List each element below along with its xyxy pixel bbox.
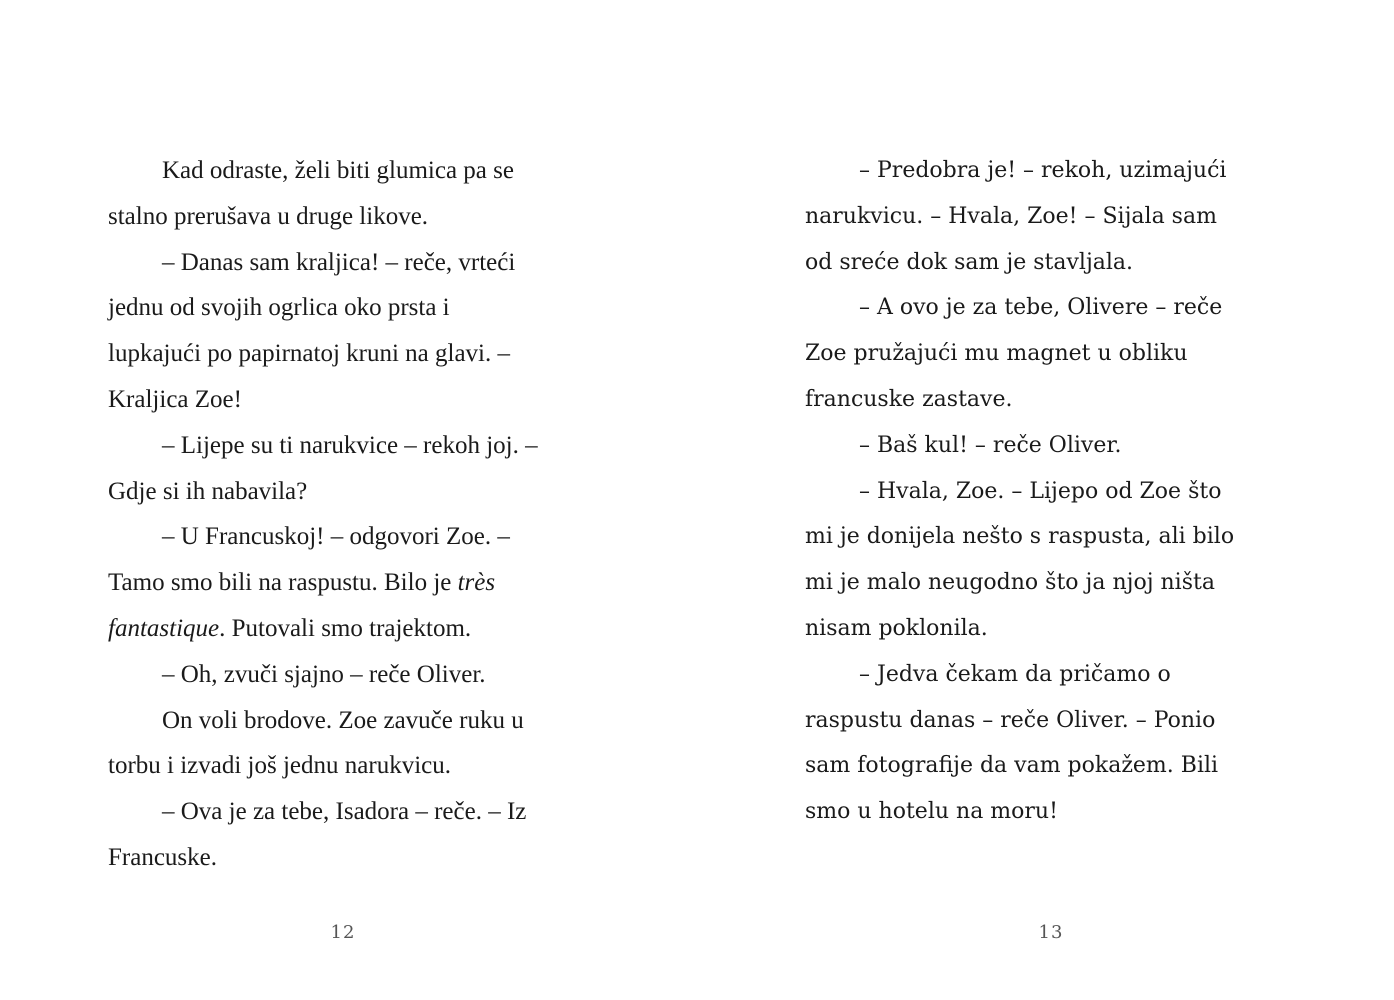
italic-phrase: très [457, 569, 496, 597]
text-line: nisam poklonila. [805, 615, 988, 641]
text-line: – Jedva čekam da pričamo o [859, 661, 1171, 687]
text-line [108, 560, 598, 606]
text-line: Kraljica Zoe! [108, 385, 242, 413]
text-line: On voli brodove. Zoe zavuče ruku u [162, 706, 524, 734]
text-line [108, 606, 598, 652]
text-line: Francuske. [108, 843, 217, 871]
text-line: raspustu danas – reče Oliver. – Ponio [805, 707, 1216, 733]
text-segment: . Putovali smo trajektom. [219, 614, 472, 642]
text-line: Kad odraste, želi biti glumica pa se [162, 157, 514, 184]
text-line: od sreće dok sam je stavljala. [805, 249, 1134, 275]
text-line: jednu od svojih ogrlica oko prsta i [108, 294, 450, 322]
text-line: – Baš kul! – reče Oliver. [859, 432, 1122, 458]
page-number-right: 13 [1038, 922, 1064, 943]
left-page-text [108, 148, 598, 881]
text-line: – Danas sam kraljica! – reče, vrteći [162, 248, 516, 276]
text-line: – U Francuskoj! – odgovori Zoe. – [162, 523, 510, 551]
text-line: Zoe pružajući mu magnet u obliku [805, 341, 1188, 367]
text-line: mi je donijela nešto s raspusta, ali bilo [805, 524, 1235, 550]
text-line: – Ova je za tebe, Isadora – reče. – Iz [162, 798, 527, 826]
text-line: – Oh, zvuči sjajno – reče Oliver. [162, 660, 486, 688]
text-line: francuske zastave. [805, 386, 1013, 412]
text-line: – Predobra je! – rekoh, uzimajući [859, 158, 1227, 183]
text-line: Gdje si ih nabavila? [108, 477, 308, 505]
text-line: stalno prerušava u druge likove. [108, 202, 429, 230]
text-line: – Hvala, Zoe. – Lijepo od Zoe što [859, 478, 1222, 504]
text-line: torbu i izvadi još jednu narukvicu. [108, 752, 451, 780]
text-line: – A ovo je za tebe, Olivere – reče [859, 295, 1223, 321]
italic-phrase: fantastique [108, 614, 220, 642]
page-number-left: 12 [330, 922, 356, 943]
text-line: lupkajući po papirnatoj kruni na glavi. – [108, 340, 510, 368]
text-line: narukvicu. – Hvala, Zoe! – Sijala sam [805, 203, 1217, 229]
right-page-text [805, 148, 1275, 835]
text-line: smo u hotelu na moru! [805, 799, 1058, 825]
text-line: mi je malo neugodno što ja njoj ništa [805, 570, 1215, 596]
text-segment: Tamo smo bili na raspustu. Bilo je [108, 569, 458, 597]
text-line: sam fotografije da vam pokažem. Bili [805, 753, 1219, 779]
text-line: – Lijepe su ti narukvice – rekoh joj. – [162, 431, 538, 459]
